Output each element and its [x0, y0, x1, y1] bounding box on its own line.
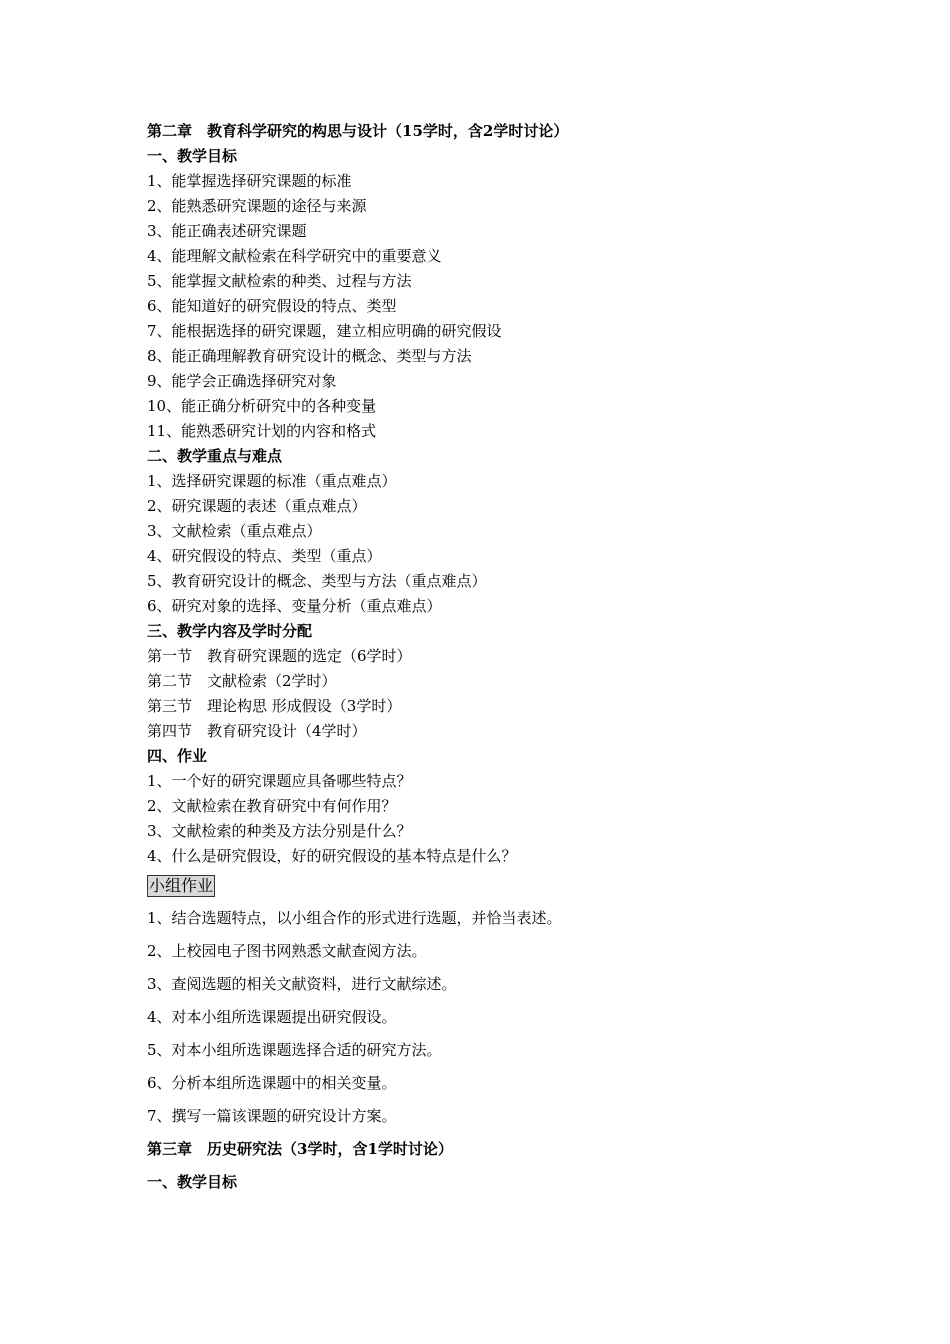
section-item: 第一节 教育研究课题的选定（6学时） [147, 647, 412, 665]
homework-heading: 四、作业 [147, 747, 208, 765]
keypoint-item: 2、研究课题的表述（重点难点） [147, 497, 367, 515]
document-page [147, 119, 847, 1199]
section-item: 第二节 文献检索（2学时） [147, 672, 337, 690]
goal-item: 10、能正确分析研究中的各种变量 [147, 397, 377, 415]
goal-item: 1、能掌握选择研究课题的标准 [147, 172, 352, 190]
homework-item: 3、文献检索的种类及方法分别是什么？ [147, 822, 412, 840]
goal-item: 7、能根据选择的研究课题，建立相应明确的研究假设 [147, 322, 502, 340]
section-item: 第四节 教育研究设计（4学时） [147, 722, 367, 740]
goal-item: 5、能掌握文献检索的种类、过程与方法 [147, 272, 412, 290]
goals-heading: 一、教学目标 [147, 147, 238, 165]
group-task-item: 6、分析本组所选课题中的相关变量。 [147, 1074, 397, 1092]
group-task-item: 4、对本小组所选课题提出研究假设。 [147, 1008, 397, 1026]
chapter3-title: 第三章 历史研究法（3学时，含1学时讨论） [147, 1140, 453, 1158]
keypoint-item: 1、选择研究课题的标准（重点难点） [147, 472, 397, 490]
group-task-item: 3、查阅选题的相关文献资料，进行文献综述。 [147, 975, 457, 993]
chapter2-title: 第二章 教育科学研究的构思与设计（15学时，含2学时讨论） [147, 122, 569, 140]
keypoint-item: 3、文献检索（重点难点） [147, 522, 322, 540]
group-task-item: 2、上校园电子图书网熟悉文献查阅方法。 [147, 942, 427, 960]
section-item: 第三节 理论构思 形成假设（3学时） [147, 697, 402, 715]
keypoint-item: 4、研究假设的特点、类型（重点） [147, 547, 382, 565]
homework-item: 4、什么是研究假设，好的研究假设的基本特点是什么？ [147, 847, 517, 865]
goal-item: 3、能正确表述研究课题 [147, 222, 307, 240]
keypoint-item: 6、研究对象的选择、变量分析（重点难点） [147, 597, 442, 615]
content-heading: 三、教学内容及学时分配 [147, 622, 313, 640]
group-task-item: 1、结合选题特点，以小组合作的形式进行选题，并恰当表述。 [147, 909, 562, 927]
group-task-item: 7、撰写一篇该课题的研究设计方案。 [147, 1107, 397, 1125]
keypoints-heading: 二、教学重点与难点 [147, 447, 283, 465]
group-homework-tag: 小组作业 [149, 875, 214, 895]
homework-item: 1、一个好的研究课题应具备哪些特点？ [147, 772, 412, 790]
goal-item: 4、能理解文献检索在科学研究中的重要意义 [147, 247, 442, 265]
group-task-item: 5、对本小组所选课题选择合适的研究方法。 [147, 1041, 442, 1059]
chapter3-goals-heading: 一、教学目标 [147, 1173, 238, 1191]
goal-item: 8、能正确理解教育研究设计的概念、类型与方法 [147, 347, 472, 365]
goal-item: 9、能学会正确选择研究对象 [147, 372, 337, 390]
goal-item: 11、能熟悉研究计划的内容和格式 [147, 422, 377, 440]
group-tag-line [147, 869, 847, 902]
goal-item: 6、能知道好的研究假设的特点、类型 [147, 297, 397, 315]
goal-item: 2、能熟悉研究课题的途径与来源 [147, 197, 367, 215]
homework-item: 2、文献检索在教育研究中有何作用？ [147, 797, 397, 815]
keypoint-item: 5、教育研究设计的概念、类型与方法（重点难点） [147, 572, 487, 590]
